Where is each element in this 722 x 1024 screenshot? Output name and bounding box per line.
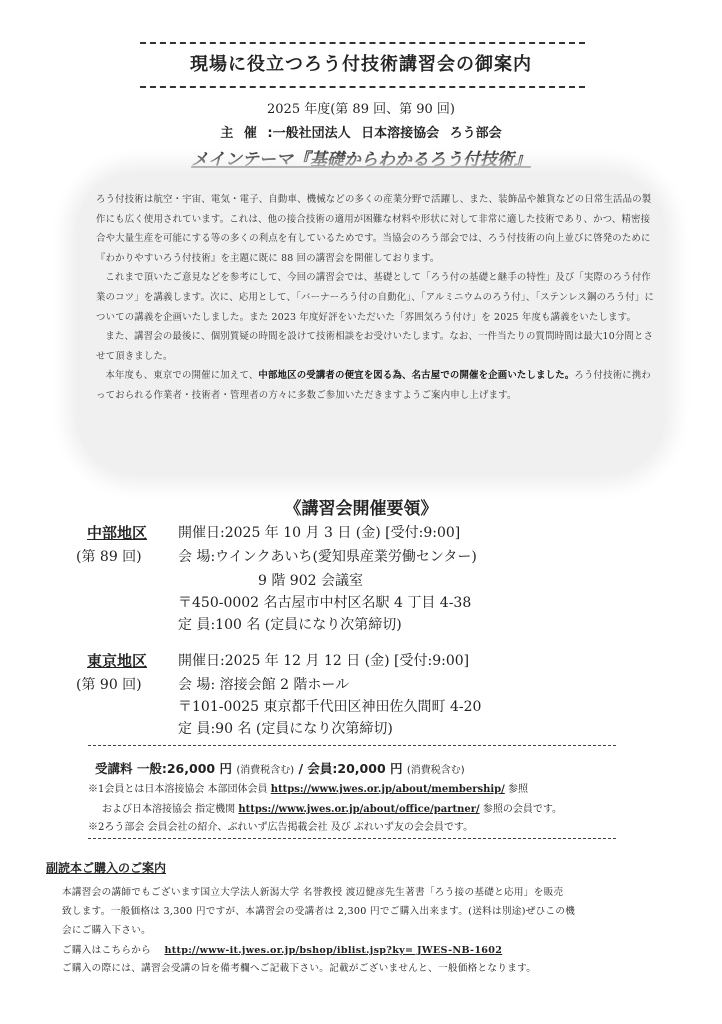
book-line-2: 致します。一般価格は 3,300 円ですが、本講習会の受講者は 2,300 円でご購入出来ます。(送料は別途)ぜひこの機	[62, 906, 576, 917]
intro-paragraph-2: これまで頂いたご意見などを参考にして、今回の講習会では、基礎として「ろう付の基礎と継手の特性」及び「実際のろう付作業のコツ」を講義します。次に、応用として、「バーナーろう付の自動化」、「アルミニウムのろう付」、「ステンレス鋼のろう付」についての講義を企画いたしました。また 2023 年度好評をいただいた「雰囲気ろう付け」を 2025 年度も講義をいたします。	[96, 272, 655, 323]
year-line: 2025 年度(第 89 回、第 90 回)	[267, 102, 455, 117]
chubu-session: (第 89 回)	[76, 549, 142, 565]
chubu-room: 9 階 902 会議室	[258, 573, 363, 589]
book-purchase-link[interactable]: http://www-it.jwes.or.jp/bshop/iblist.jsp?ky= JWES-NB-1602	[164, 945, 503, 956]
chubu-address: 〒450-0002 名古屋市中村区名駅 4 丁目 4-38	[178, 595, 472, 611]
partner-link[interactable]: https://www.jwes.or.jp/about/office/partner/	[238, 804, 480, 815]
intro-p4-a: 本年度も、東京での開催に加えて、	[105, 370, 259, 382]
fee-member: / 会員:20,000 円	[298, 761, 403, 776]
book-line-1: 本講習会の講師でもございます国立大学法人新潟大学 名誉教授 渡辺健彦先生著書「ろう接の基礎と応用」を販売	[62, 887, 564, 898]
intro-paragraph-1: ろう付技術は航空・宇宙、電気・電子、自動車、機械などの多くの産業分野で活躍し、また、装飾品や雑貨などの日常生活品の製作にも広く使用されています。これは、他の接合技術の適用が困難な材料や形状に対して非常に適した技術であり、かつ、精密接合や大量生産を可能にする等の多くの利点を有しているためです。当協会のろう部会では、ろう付技術の向上並びに啓発のために『わかりやすいろう付技術』を主題に既に 88 回の講習会を開催しております。	[96, 194, 652, 264]
outline-title: 《講習会開催要領》	[284, 499, 438, 519]
book-purchase-line	[62, 942, 502, 956]
fee-top-divider	[88, 745, 616, 746]
tokyo-region-name: 東京地区	[87, 652, 148, 670]
chubu-capacity: 定 員:100 名 (定員になり次第締切)	[178, 617, 402, 633]
host-line	[0, 122, 722, 141]
member-note-2	[102, 800, 562, 815]
main-theme-text: メインテーマ『基礎からわかるろう付技術』	[191, 150, 531, 170]
chubu-region-name: 中部地区	[87, 524, 148, 542]
title-divider	[140, 86, 585, 88]
tokyo-session: (第 90 回)	[76, 677, 142, 693]
chubu-venue: 会 場:ウインクあいち(愛知県産業労働センター)	[178, 549, 477, 565]
member-note-1-suffix: 参照	[508, 784, 528, 795]
fee-bottom-divider	[88, 838, 616, 839]
member-note-3: ※2ろう部会 会員会社の紹介、ぶれいず広告掲載会社 及び ぶれいず友の会会員です。	[88, 822, 474, 833]
book-section-title: 副読本ご購入のご案内	[46, 861, 167, 875]
tokyo-date: 開催日:2025 年 12 月 12 日 (金) [受付:9:00]	[178, 653, 470, 669]
intro-p4-b: ろう付技術に携わっておられる作業者・技術者・管理者の方々に多数ご参加いただきますようご案内申し上げます。	[96, 370, 651, 401]
tokyo-capacity: 定 員:90 名 (定員になり次第締切)	[178, 721, 393, 737]
book-purchase-label: ご購入はこちらから	[62, 945, 152, 956]
page-title: 現場に役立つろう付技術講習会の御案内	[190, 54, 532, 75]
fee-tax-note-2: (消費税含む)	[406, 765, 465, 776]
chubu-date: 開催日:2025 年 10 月 3 日 (金) [受付:9:00]	[178, 525, 461, 541]
membership-link[interactable]: https://www.jwes.or.jp/about/membership/	[270, 784, 505, 795]
tokyo-address: 〒101-0025 東京都千代田区神田佐久間町 4-20	[178, 699, 482, 715]
fee-tax-note-1: (消費税含む)	[236, 765, 295, 776]
tokyo-venue: 会 場: 溶接会館 2 階ホール	[178, 677, 350, 693]
host-name: 一般社団法人 日本溶接協会 ろう部会	[272, 126, 502, 141]
book-line-3: 会にご購入下さい。	[62, 925, 152, 936]
member-note-2-text: および日本溶接協会 指定機関	[102, 804, 236, 815]
host-label: 主 催 :	[220, 126, 273, 141]
book-line-4: ご購入の際には、講習会受講の旨を備考欄へご記載下さい。記載がございませんと、一般価格となります。	[62, 963, 537, 974]
intro-paragraph-3: また、講習会の最後に、個別質疑の時間を設けて技術相談をお受けいたします。なお、一件当たりの質問時間は最大10分間とさせて頂きました。	[96, 331, 654, 362]
intro-box	[76, 172, 666, 476]
member-note-1-text: ※1会員とは日本溶接協会 本部団体会員	[88, 784, 268, 795]
intro-paragraph-4	[96, 366, 656, 405]
intro-p4-bold: 中部地区の受講者の便宜を図る為、名古屋での開催を企画いたしました。	[258, 370, 575, 382]
fee-general: 受講料 一般:26,000 円	[95, 761, 232, 776]
top-divider	[140, 42, 585, 44]
member-note-1	[88, 780, 528, 795]
member-note-2-suffix: 参照の会員です。	[482, 804, 563, 815]
main-theme	[0, 145, 722, 170]
fee-line	[95, 759, 465, 777]
